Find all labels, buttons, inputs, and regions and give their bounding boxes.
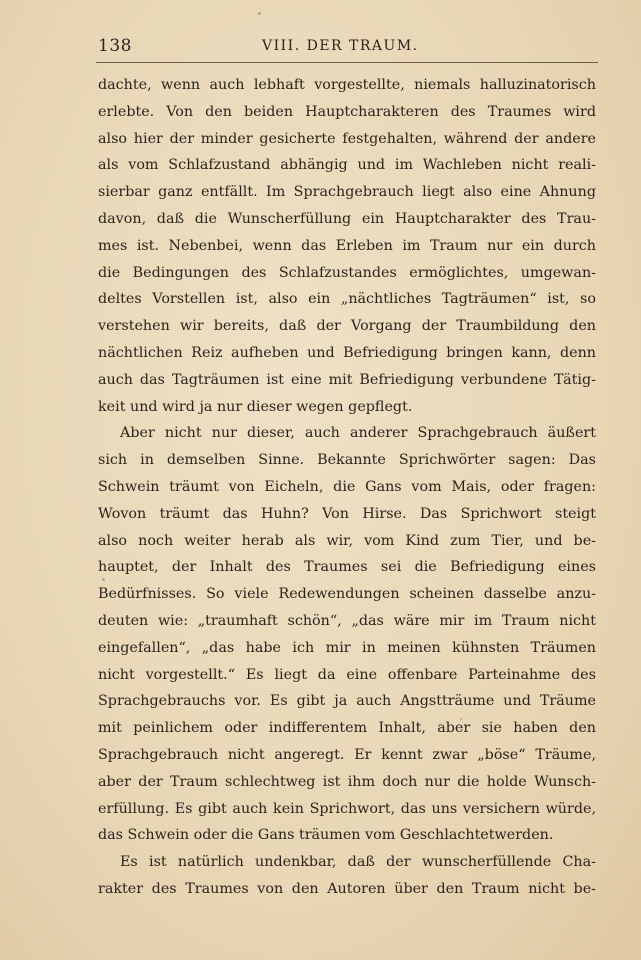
paragraph <box>98 72 596 420</box>
text-line: mes ist. Nebenbei, wenn das Erleben im Traum nur ein durch <box>98 237 596 254</box>
text-line: rakter des Traumes von den Autoren über den Traum nicht be- <box>98 880 596 897</box>
running-head: VIII. DER TRAUM. <box>262 38 419 54</box>
text-line: davon, daß die Wunscherfüllung ein Hauptcharakter des Trau- <box>98 210 596 227</box>
body-text <box>98 72 596 903</box>
text-line: Wovon träumt das Huhn? Von Hirse. Das Sprichwort steigt <box>98 505 596 522</box>
text-line: auch das Tagträumen ist eine mit Befriedigung verbundene Tätig- <box>98 371 596 388</box>
text-line: deuten wie: „traumhaft schön“, „das wäre mir im Traum nicht <box>98 612 596 629</box>
text-line: als vom Schlafzustand abhängig und im Wachleben nicht reali- <box>98 157 596 174</box>
text-line: also noch weiter herab als wir, vom Kind zum Tier, und be- <box>98 532 596 549</box>
text-line: mit peinlichem oder indifferentem Inhalt, aber sie haben den <box>98 720 596 737</box>
text-line: sich in demselben Sinne. Bekannte Sprichwörter sagen: Das <box>98 452 596 469</box>
text-line: keit und wird ja nur dieser wegen gepflegt. <box>98 398 413 415</box>
page-number: 138 <box>98 36 132 56</box>
text-line: erfüllung. Es gibt auch kein Sprichwort, das uns versichern würde, <box>98 800 596 817</box>
header-rule <box>96 62 598 63</box>
text-line: nächtlichen Reiz aufheben und Befriedigung bringen kann, denn <box>98 344 596 361</box>
page-header <box>98 30 598 54</box>
text-line: deltes Vorstellen ist, also ein „nächtliches Tagträumen“ ist, so <box>98 291 596 308</box>
text-line: hauptet, der Inhalt des Traumes sei die Befriedigung eines <box>98 559 596 576</box>
text-line: Bedürfnisses. So viele Redewendungen scheinen dasselbe anzu- <box>98 586 596 603</box>
text-line: aber der Traum schlechtweg ist ihm doch nur die holde Wunsch- <box>98 773 596 790</box>
text-line: nicht vorgestellt.“ Es liegt da eine offenbare Parteinahme des <box>98 666 596 683</box>
text-line: erlebte. Von den beiden Hauptcharakteren des Traumes wird <box>98 103 596 120</box>
text-line: eingefallen“, „das habe ich mir in meinen kühnsten Träumen <box>98 639 596 656</box>
text-line: dachte, wenn auch lebhaft vorgestellte, niemals halluzinatorisch <box>98 77 596 93</box>
text-line: Sprachgebrauchs vor. Es gibt ja auch Angstträume und Träume <box>98 693 596 710</box>
text-line: verstehen wir bereits, daß der Vorgang der Traumbildung den <box>98 318 596 335</box>
text-line: Sprachgebrauch nicht angeregt. Er kennt zwar „böse“ Träume, <box>98 746 596 763</box>
paragraph <box>98 849 596 903</box>
text-line: die Bedingungen des Schlafzustandes ermöglichtes, umgewan- <box>98 264 596 281</box>
paragraph <box>98 420 596 849</box>
text-line: also hier der minder gesicherte festgehalten, während der andere <box>98 130 596 147</box>
text-line: das Schwein oder die Gans träumen vom Geschlachtetwerden. <box>98 827 554 844</box>
text-line: Aber nicht nur dieser, auch anderer Sprachgebrauch äußert <box>120 425 596 442</box>
text-line: sierbar ganz entfällt. Im Sprachgebrauch liegt also eine Ahnung <box>98 184 596 201</box>
text-line: Es ist natürlich undenkbar, daß der wunscherfüllende Cha- <box>120 854 596 871</box>
text-line: Schwein träumt von Eicheln, die Gans vom Mais, oder fragen: <box>98 478 596 495</box>
